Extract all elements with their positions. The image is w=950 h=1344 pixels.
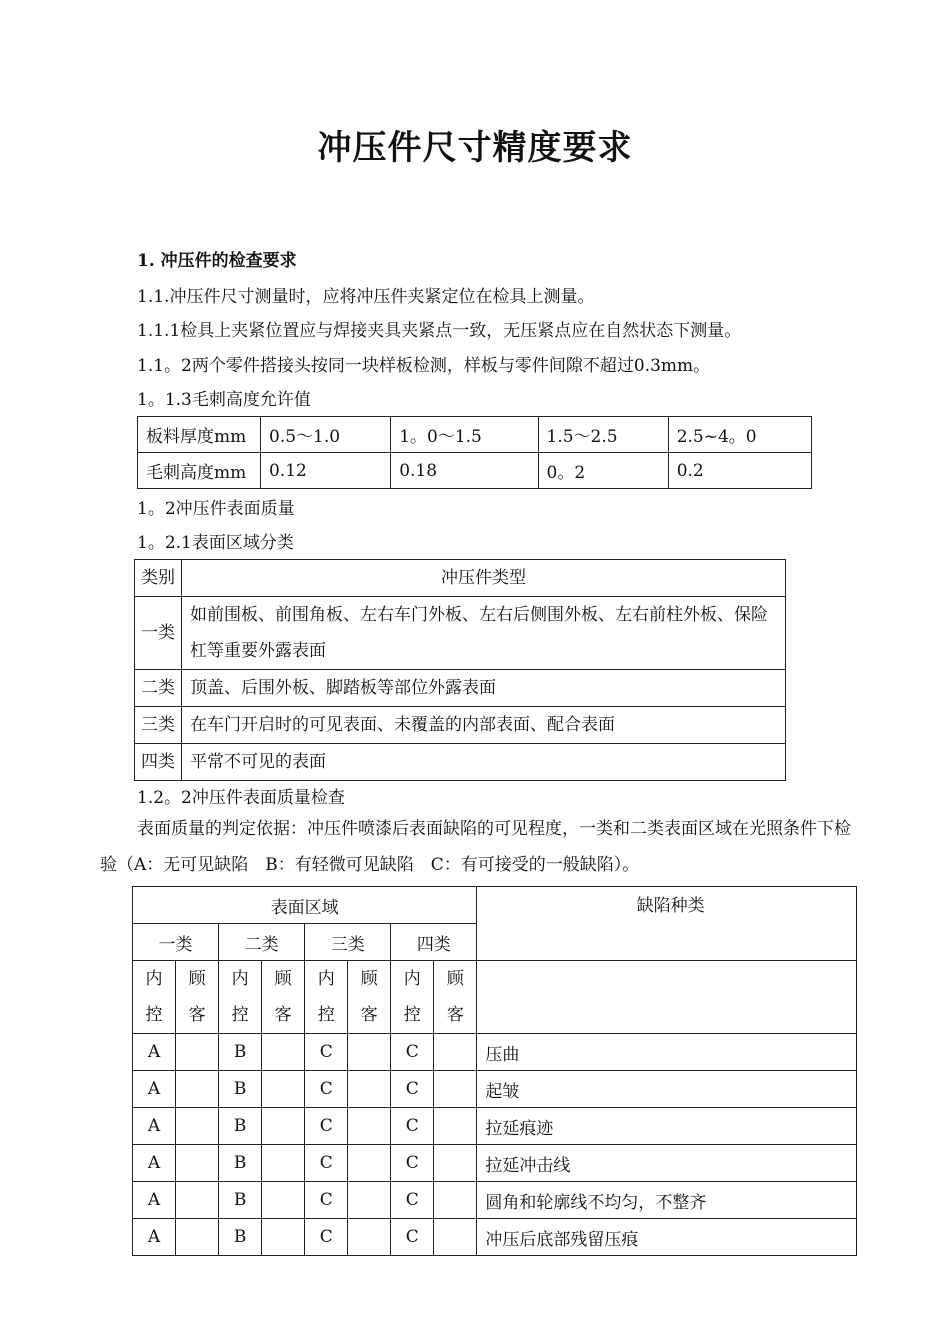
paragraph-1-2: 1。2冲压件表面质量 — [137, 499, 295, 519]
grade-cell: B — [219, 1219, 262, 1256]
table-subheader-cell: 内 控 — [133, 961, 176, 1034]
grade-cell: C — [391, 1108, 434, 1145]
grade-cell — [434, 1034, 477, 1071]
grade-cell — [262, 1108, 305, 1145]
table-subheader-cell: 内 控 — [219, 961, 262, 1034]
table-cell: 顶盖、后围外板、脚踏板等部位外露表面 — [182, 670, 786, 707]
grade-cell — [176, 1219, 219, 1256]
table-row — [133, 961, 857, 1034]
surface-area-table — [134, 559, 786, 781]
grade-cell: C — [305, 1071, 348, 1108]
grade-cell: B — [219, 1145, 262, 1182]
grade-cell: B — [219, 1108, 262, 1145]
surface-quality-table — [132, 886, 857, 1256]
table-subheader-cell: 顾 客 — [348, 961, 391, 1034]
table-cell: 0。2 — [538, 453, 668, 489]
grade-cell — [176, 1182, 219, 1219]
grade-cell: A — [133, 1108, 176, 1145]
table-row — [133, 1034, 857, 1071]
table-header-cell: 冲压件类型 — [182, 560, 786, 597]
grade-cell: A — [133, 1219, 176, 1256]
grade-cell — [176, 1108, 219, 1145]
grade-cell: B — [219, 1034, 262, 1071]
grade-cell: C — [305, 1219, 348, 1256]
defect-type-cell: 冲压后底部残留压痕 — [477, 1219, 857, 1256]
grade-cell — [262, 1145, 305, 1182]
table-cell: 0.5～1.0 — [261, 417, 391, 453]
section-heading: 1. 冲压件的检查要求 — [137, 251, 297, 271]
grade-cell — [176, 1145, 219, 1182]
defect-type-cell: 拉延痕迹 — [477, 1108, 857, 1145]
grade-cell: C — [391, 1071, 434, 1108]
table-cell: 二类 — [135, 670, 182, 707]
paragraph-1-1-3: 1。1.3毛刺高度允许值 — [137, 390, 311, 410]
table-header-cell: 缺陷种类 — [477, 887, 857, 961]
table-row — [138, 453, 812, 489]
table-subheader-cell: 顾 客 — [262, 961, 305, 1034]
grade-cell: C — [305, 1108, 348, 1145]
grade-cell: C — [391, 1182, 434, 1219]
page-title: 冲压件尺寸精度要求 — [317, 128, 633, 168]
grade-cell — [262, 1219, 305, 1256]
table-subheader-cell: 内 控 — [391, 961, 434, 1034]
quality-criteria-paragraph: 表面质量的判定依据：冲压件喷漆后表面缺陷的可见程度，一类和二类表面区域在光照条件下检验（A：无可见缺陷 B：有轻微可见缺陷 C：有可接受的一般缺陷）。 — [100, 819, 851, 875]
table-row — [135, 744, 786, 781]
paragraph-1-2-2: 1.2。2冲压件表面质量检查 — [137, 788, 345, 808]
table-row — [135, 560, 786, 597]
table-cell: 如前围板、前围角板、左右车门外板、左右后侧围外板、左右前柱外板、保险杠等重要外露表面 — [182, 597, 786, 670]
table-header-cell: 三类 — [305, 924, 391, 961]
table-subheader-cell: 顾 客 — [434, 961, 477, 1034]
table-cell: 1.5～2.5 — [538, 417, 668, 453]
table-cell: 四类 — [135, 744, 182, 781]
table-cell: 1。0～1.5 — [391, 417, 538, 453]
table-row — [135, 670, 786, 707]
grade-cell — [176, 1071, 219, 1108]
grade-cell: C — [391, 1145, 434, 1182]
table-row — [135, 597, 786, 670]
table-header-cell: 四类 — [391, 924, 477, 961]
paragraph-1-1-2: 1.1。2两个零件搭接头按同一块样板检测，样板与零件间隙不超过0.3mm。 — [137, 356, 711, 376]
paragraph-1-2-1: 1。2.1表面区域分类 — [137, 533, 294, 553]
table-row — [138, 417, 812, 453]
grade-cell — [348, 1071, 391, 1108]
table-header-cell: 二类 — [219, 924, 305, 961]
grade-cell — [434, 1145, 477, 1182]
grade-cell — [262, 1182, 305, 1219]
grade-cell — [348, 1145, 391, 1182]
table-subheader-cell: 内 控 — [305, 961, 348, 1034]
grade-cell — [348, 1034, 391, 1071]
table-cell: 2.5~4。0 — [668, 417, 811, 453]
grade-cell: B — [219, 1071, 262, 1108]
table-cell: 平常不可见的表面 — [182, 744, 786, 781]
table-header-cell: 类别 — [135, 560, 182, 597]
burr-height-table — [137, 416, 812, 489]
grade-cell — [348, 1182, 391, 1219]
paragraph-1-1: 1.1.冲压件尺寸测量时，应将冲压件夹紧定位在检具上测量。 — [137, 287, 595, 307]
grade-cell: A — [133, 1034, 176, 1071]
grade-cell — [176, 1034, 219, 1071]
defect-type-cell: 拉延冲击线 — [477, 1145, 857, 1182]
grade-cell: C — [305, 1034, 348, 1071]
table-row — [133, 1071, 857, 1108]
defect-type-cell: 起皱 — [477, 1071, 857, 1108]
grade-cell: C — [305, 1182, 348, 1219]
table-row — [133, 887, 857, 924]
table-cell: 三类 — [135, 707, 182, 744]
table-header-cell: 一类 — [133, 924, 219, 961]
table-row — [133, 1145, 857, 1182]
defect-type-cell: 压曲 — [477, 1034, 857, 1071]
table-subheader-cell: 顾 客 — [176, 961, 219, 1034]
grade-cell — [348, 1219, 391, 1256]
grade-cell — [434, 1108, 477, 1145]
grade-cell: A — [133, 1145, 176, 1182]
table-row — [135, 707, 786, 744]
grade-cell — [348, 1108, 391, 1145]
table-cell: 一类 — [135, 597, 182, 670]
defect-type-cell: 圆角和轮廓线不均匀，不整齐 — [477, 1182, 857, 1219]
table-header-cell: 表面区域 — [133, 887, 477, 924]
grade-cell — [262, 1034, 305, 1071]
table-cell: 板料厚度mm — [138, 417, 261, 453]
paragraph-1-1-1: 1.1.1检具上夹紧位置应与焊接夹具夹紧点一致，无压紧点应在自然状态下测量。 — [137, 321, 742, 341]
table-row — [133, 1108, 857, 1145]
table-cell: 0.12 — [261, 453, 391, 489]
grade-cell — [262, 1071, 305, 1108]
table-cell: 0.2 — [668, 453, 811, 489]
table-row — [133, 1182, 857, 1219]
table-cell: 在车门开启时的可见表面、未覆盖的内部表面、配合表面 — [182, 707, 786, 744]
grade-cell: A — [133, 1182, 176, 1219]
grade-cell: C — [391, 1034, 434, 1071]
table-cell: 毛刺高度mm — [138, 453, 261, 489]
grade-cell: C — [305, 1145, 348, 1182]
grade-cell: C — [391, 1219, 434, 1256]
table-cell: 0.18 — [391, 453, 538, 489]
quality-table-body — [133, 1034, 857, 1256]
grade-cell — [434, 1182, 477, 1219]
grade-cell — [434, 1071, 477, 1108]
grade-cell — [434, 1219, 477, 1256]
grade-cell: A — [133, 1071, 176, 1108]
table-row — [133, 1219, 857, 1256]
table-cell — [477, 961, 857, 1034]
grade-cell: B — [219, 1182, 262, 1219]
